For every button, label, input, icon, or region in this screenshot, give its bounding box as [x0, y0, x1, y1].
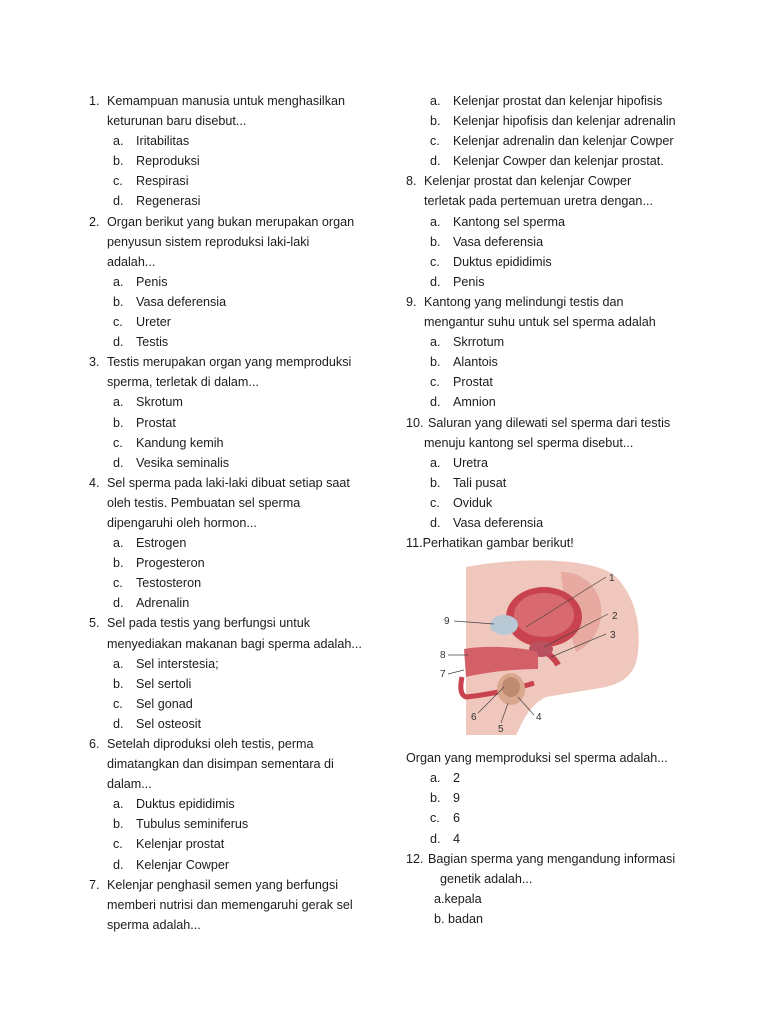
answer-option [89, 553, 389, 573]
option-letter: c. [430, 495, 440, 510]
answer-option [89, 794, 389, 814]
answer-option [406, 909, 706, 929]
question-line [89, 875, 389, 895]
question-text: Sel pada testis yang berfungsi untuk [107, 616, 311, 631]
answer-option [406, 151, 706, 171]
answer-option [89, 131, 389, 151]
question-text: Setelah diproduksi oleh testis, perma [107, 737, 314, 751]
question-number: 3. [89, 355, 100, 370]
option-letter: b. [113, 415, 124, 430]
option-letter: c. [113, 435, 123, 450]
answer-option [406, 332, 706, 352]
answer-option [89, 433, 389, 453]
question-text: oleh testis. Pembuatan sel sperma [107, 495, 301, 510]
answer-option [89, 654, 389, 674]
question-text: sperma, terletak di dalam... [107, 375, 259, 390]
question-line [89, 232, 389, 252]
question-text: Saluran yang dilewati sel sperma dari testis [428, 415, 671, 430]
answer-option [89, 332, 389, 352]
question-number: 10. [406, 415, 424, 430]
anatomy-illustration [426, 557, 686, 737]
answer-option [89, 151, 389, 171]
question-number: 4. [89, 475, 100, 490]
answer-option [406, 392, 706, 412]
answer-option [89, 714, 389, 734]
option-text: Uretra [453, 455, 488, 470]
figure-label-9: 9 [444, 616, 450, 628]
question-line [89, 473, 389, 493]
question-line [89, 212, 389, 232]
answer-option [89, 292, 389, 312]
question-line [89, 895, 389, 915]
option-letter: c. [430, 254, 440, 269]
question-number: 9. [406, 294, 417, 309]
question-line [406, 191, 706, 211]
answer-option [406, 131, 706, 151]
question-line [406, 869, 706, 889]
question-line [406, 533, 706, 553]
option-letter: d. [113, 194, 124, 209]
question-line [89, 372, 389, 392]
figure-label-5: 5 [498, 724, 504, 736]
option-text: Tali pusat [453, 475, 507, 490]
option-text: Prostat [453, 375, 493, 390]
reproductive-anatomy-figure [406, 557, 706, 742]
option-text: Sel interstesia; [136, 656, 219, 671]
option-text: Reproduksi [136, 154, 200, 169]
question-text: keturunan baru disebut... [107, 114, 247, 129]
option-text: Sel sertoli [136, 676, 192, 691]
question-text: penyusun sistem reproduksi laki-laki [107, 234, 310, 249]
question-text: sperma adalah... [107, 917, 201, 932]
question-number: 1. [89, 94, 100, 108]
question-line [406, 433, 706, 453]
answer-option [406, 252, 706, 272]
option-letter: d. [430, 395, 441, 410]
question-text: terletak pada pertemuan uretra dengan... [424, 194, 653, 209]
question-text: Bagian sperma yang mengandung informasi [428, 851, 676, 866]
option-letter: b. [113, 154, 124, 169]
option-text: Kantong sel sperma [453, 214, 566, 229]
question-line [406, 312, 706, 332]
option-text: Sel gonad [136, 696, 193, 711]
question-text: menuju kantong sel sperma disebut... [424, 435, 634, 450]
question-text: dalam... [107, 777, 152, 792]
option-text: Kandung kemih [136, 435, 224, 450]
question-number: 7. [89, 877, 100, 892]
answer-option [89, 191, 389, 211]
right-column [406, 91, 706, 929]
answer-option [406, 829, 706, 849]
answer-option [89, 312, 389, 332]
option-text: Vasa deferensia [136, 294, 227, 309]
option-letter: a. [430, 335, 441, 350]
option-text: Estrogen [136, 536, 187, 551]
answer-option [406, 513, 706, 533]
option-text: Ureter [136, 315, 171, 330]
option-letter: b. [430, 355, 441, 370]
question-number: 2. [89, 214, 100, 229]
answer-option [406, 212, 706, 232]
option-letter: d. [430, 154, 441, 169]
answer-option [89, 674, 389, 694]
figure-label-6: 6 [471, 712, 477, 724]
answer-option [89, 855, 389, 875]
option-text: Kelenjar adrenalin dan kelenjar Cowper [453, 134, 674, 149]
option-text: Regenerasi [136, 194, 201, 209]
option-letter: b. [113, 294, 124, 309]
answer-option [89, 272, 389, 292]
answer-option [89, 593, 389, 613]
option-letter: d. [113, 455, 124, 470]
option-letter: a. [113, 395, 124, 410]
question-text: mengantur suhu untuk sel sperma adalah [424, 315, 656, 330]
option-letter: a. [430, 94, 441, 108]
option-text: Adrenalin [136, 596, 190, 611]
answer-option [89, 814, 389, 834]
question-line [89, 774, 389, 794]
question-line [89, 754, 389, 774]
option-text: Progesteron [136, 556, 205, 571]
question-line [89, 613, 389, 633]
question-line [89, 493, 389, 513]
figure-label-7: 7 [440, 669, 446, 681]
question-line [89, 91, 389, 111]
option-text: Kelenjar prostat [136, 837, 225, 852]
answer-option [89, 533, 389, 553]
question-text: Kemampuan manusia untuk menghasilkan [107, 94, 346, 108]
option-letter: d. [430, 515, 441, 530]
answer-option [89, 453, 389, 473]
option-text: Skrotum [136, 395, 183, 410]
answer-option [89, 171, 389, 191]
answer-option [406, 889, 706, 909]
question-text: Organ yang memproduksi sel sperma adalah... [406, 751, 668, 766]
figure-label-2: 2 [612, 611, 618, 623]
question-line [89, 634, 389, 654]
question-line [406, 748, 706, 768]
option-letter: d. [113, 596, 124, 611]
option-letter: b. [113, 556, 124, 571]
answer-option [406, 272, 706, 292]
option-text: Amnion [453, 395, 496, 410]
option-text: 9 [453, 791, 461, 806]
answer-option [89, 392, 389, 412]
question-line [89, 915, 389, 935]
option-letter: a. [430, 455, 441, 470]
option-letter: c. [113, 696, 123, 711]
question-text: Kantong yang melindungi testis dan [424, 294, 624, 309]
answer-option [89, 413, 389, 433]
option-text: Vasa deferensia [453, 515, 544, 530]
option-letter: b. [113, 817, 124, 832]
option-letter: d. [430, 274, 441, 289]
question-line [89, 111, 389, 131]
option-text: Testosteron [136, 576, 202, 591]
question-number: 12. [406, 851, 424, 866]
answer-option [406, 788, 706, 808]
question-line [406, 413, 706, 433]
question-text: Organ berikut yang bukan merupakan organ [107, 214, 355, 229]
option-text: Vasa deferensia [453, 234, 544, 249]
figure-label-1: 1 [609, 573, 615, 585]
option-text: Alantois [453, 355, 498, 370]
question-text: dipengaruhi oleh hormon... [107, 515, 257, 530]
option-letter: b. [430, 114, 441, 129]
option-text: 4 [453, 831, 461, 846]
figure-label-8: 8 [440, 650, 446, 662]
figure-label-4: 4 [536, 712, 542, 724]
answer-option [406, 352, 706, 372]
option-text: Tubulus seminiferus [136, 817, 249, 832]
answer-option [406, 232, 706, 252]
question-text: dimatangkan dan disimpan sementara di [107, 757, 334, 772]
option-text: Kelenjar prostat dan kelenjar hipofisis [453, 94, 663, 108]
option-text: Duktus epididimis [136, 797, 235, 812]
option-letter: c. [113, 174, 123, 189]
option-letter: c. [430, 811, 440, 826]
option-text: a.kepala [434, 891, 482, 906]
question-text: menyediakan makanan bagi sperma adalah... [107, 636, 362, 651]
option-text: Prostat [136, 415, 176, 430]
answer-option [406, 111, 706, 131]
option-text: Testis [136, 335, 169, 350]
answer-option [406, 372, 706, 392]
option-text: 2 [453, 771, 461, 786]
option-text: Penis [136, 274, 168, 289]
option-text: 6 [453, 811, 461, 826]
question-line [89, 252, 389, 272]
option-text: Skrrotum [453, 335, 505, 350]
question-line [406, 849, 706, 869]
option-letter: d. [430, 831, 441, 846]
option-letter: b. [113, 676, 124, 691]
question-number: 8. [406, 174, 417, 189]
option-letter: a. [113, 134, 124, 149]
question-line [406, 292, 706, 312]
question-text: memberi nutrisi dan memengaruhi gerak sel [107, 897, 353, 912]
question-text: adalah... [107, 254, 156, 269]
question-line [89, 513, 389, 533]
question-text: Sel sperma pada laki-laki dibuat setiap saat [107, 475, 350, 490]
option-letter: a. [430, 771, 441, 786]
question-number: 6. [89, 737, 100, 751]
option-text: Vesika seminalis [136, 455, 230, 470]
option-letter: d. [113, 857, 124, 872]
answer-option [406, 91, 706, 111]
question-text: Testis merupakan organ yang memproduksi [107, 355, 352, 370]
option-text: Kelenjar hipofisis dan kelenjar adrenalin [453, 114, 676, 129]
question-number: 5. [89, 616, 100, 631]
option-text: Penis [453, 274, 485, 289]
option-letter: d. [113, 335, 124, 350]
option-letter: d. [113, 716, 124, 731]
answer-option [406, 473, 706, 493]
option-text: b. badan [434, 911, 484, 926]
left-column [89, 91, 389, 935]
answer-option [89, 834, 389, 854]
option-letter: a. [113, 797, 124, 812]
option-letter: c. [430, 375, 440, 390]
option-text: Sel osteosit [136, 716, 202, 731]
option-letter: c. [113, 576, 123, 591]
option-text: Kelenjar Cowper [136, 857, 230, 872]
option-letter: a. [113, 536, 124, 551]
question-text: Kelenjar prostat dan kelenjar Cowper [424, 174, 632, 189]
question-line [406, 171, 706, 191]
question-line [89, 352, 389, 372]
option-letter: a. [430, 214, 441, 229]
answer-option [89, 694, 389, 714]
option-letter: c. [113, 837, 123, 852]
option-letter: a. [113, 656, 124, 671]
answer-option [406, 808, 706, 828]
question-line [89, 734, 389, 754]
option-letter: c. [430, 134, 440, 149]
figure-label-3: 3 [610, 630, 616, 642]
option-letter: b. [430, 791, 441, 806]
answer-option [89, 573, 389, 593]
question-text: Kelenjar penghasil semen yang berfungsi [107, 877, 339, 892]
option-letter: b. [430, 234, 441, 249]
option-text: Duktus epididimis [453, 254, 552, 269]
option-text: Iritabilitas [136, 134, 190, 149]
question-text: genetik adalah... [440, 871, 533, 886]
option-text: Respirasi [136, 174, 189, 189]
option-letter: a. [113, 274, 124, 289]
answer-option [406, 493, 706, 513]
option-letter: b. [430, 475, 441, 490]
option-text: Kelenjar Cowper dan kelenjar prostat. [453, 154, 664, 169]
question-text: 11.Perhatikan gambar berikut! [406, 536, 574, 551]
option-text: Oviduk [453, 495, 493, 510]
answer-option [406, 453, 706, 473]
answer-option [406, 768, 706, 788]
option-letter: c. [113, 315, 123, 330]
